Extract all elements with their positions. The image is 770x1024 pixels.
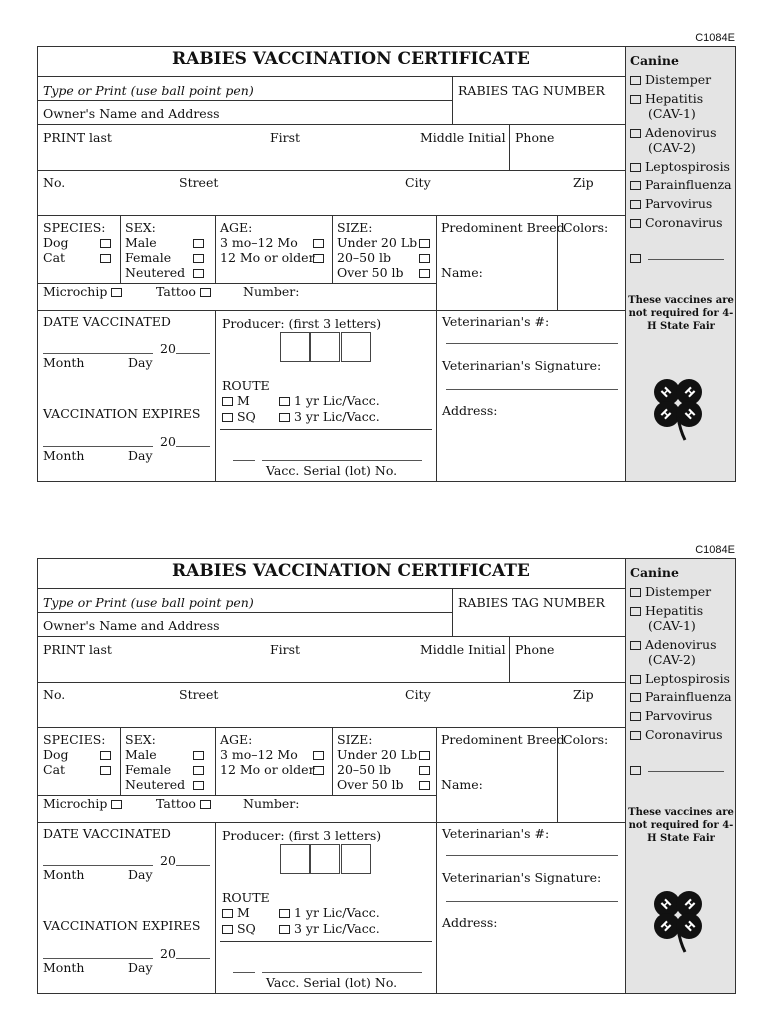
serial-label: Vacc. Serial (lot) No. [266, 463, 398, 478]
divider [37, 636, 626, 637]
rabies-tag-field[interactable] [453, 98, 623, 124]
microchip-label [43, 796, 122, 811]
form-title: RABIES VACCINATION CERTIFICATE [172, 561, 530, 581]
address-no-label: No. [43, 175, 66, 190]
rabies-tag-label: RABIES TAG NUMBER [458, 83, 605, 98]
vet-signature-line[interactable] [446, 389, 618, 390]
vaccine-other-checkbox[interactable] [630, 762, 641, 777]
divider [436, 727, 437, 994]
size-20-50-checkbox[interactable] [419, 762, 430, 777]
sex-male: Male [125, 235, 157, 250]
vet-number-label: Veterinarian's #: [442, 314, 550, 329]
colors-label: Colors: [563, 732, 609, 747]
date-vaccinated-line[interactable] [43, 865, 153, 866]
sex-neutered: Neutered [125, 777, 186, 792]
vaccine-distemper[interactable] [630, 584, 711, 599]
divider [37, 612, 452, 613]
phone-label: Phone [515, 130, 555, 145]
month-label: Month [43, 355, 85, 370]
day-label: Day [128, 867, 153, 882]
species-label: SPECIES: [43, 220, 106, 235]
producer-letter-3[interactable] [341, 844, 371, 874]
producer-label: Producer: (first 3 letters) [222, 316, 382, 331]
lic-3yr-text: 3 yr Lic/Vacc. [293, 921, 380, 936]
vaccine-text: Coronavirus [644, 215, 723, 230]
vaccine-text: Hepatitis [644, 91, 704, 106]
vaccine-parvovirus[interactable] [630, 196, 712, 211]
divider [120, 215, 121, 283]
first-name-label: First [270, 642, 301, 657]
owner-name-field[interactable] [40, 658, 505, 680]
owner-label: Owner's Name and Address [43, 618, 220, 633]
size-20-50: 20–50 lb [337, 762, 392, 777]
year-line[interactable] [176, 353, 210, 354]
divider [215, 822, 216, 994]
lic-3yr-text: 3 yr Lic/Vacc. [293, 409, 380, 424]
vaccine-text: Parainfluenza [644, 689, 732, 704]
year-prefix: 20 [160, 946, 176, 961]
4h-clover-logo-icon [645, 884, 715, 954]
year-prefix: 20 [160, 341, 176, 356]
day-label: Day [128, 448, 153, 463]
vaccine-other-checkbox[interactable] [630, 250, 641, 265]
vaccine-text: Adenovirus [644, 637, 717, 652]
phone-field[interactable] [512, 658, 622, 680]
street-label: Street [179, 687, 219, 702]
cat-checkbox[interactable] [100, 762, 111, 777]
form-code: C1084E [695, 544, 735, 556]
divider [332, 215, 333, 283]
producer-letter-1[interactable] [280, 332, 310, 362]
divider [436, 215, 437, 482]
year-line[interactable] [176, 958, 210, 959]
size-over-50: Over 50 lb [337, 265, 404, 280]
vaccine-text: Coronavirus [644, 727, 723, 742]
year-prefix: 20 [160, 853, 176, 868]
address-field[interactable] [40, 191, 620, 213]
city-label: City [405, 175, 431, 190]
route-m[interactable] [222, 905, 250, 920]
divider [37, 682, 626, 683]
address-no-label: No. [43, 687, 66, 702]
route-sq[interactable] [222, 921, 256, 936]
age-12mo-older: 12 Mo or older [220, 250, 315, 265]
vaccine-text: Hepatitis [644, 603, 704, 618]
species-label: SPECIES: [43, 732, 106, 747]
size-over-50-checkbox[interactable] [419, 777, 430, 792]
middle-initial-label: Middle Initial [420, 130, 506, 145]
vaccine-coronavirus[interactable] [630, 215, 723, 230]
pet-name-label: Name: [441, 777, 483, 792]
route-sq-text: SQ [236, 409, 256, 424]
microchip-text: Microchip [43, 796, 108, 811]
divider [37, 170, 626, 171]
svg-text:H: H [658, 384, 675, 401]
owner-label: Owner's Name and Address [43, 106, 220, 121]
size-under-20: Under 20 Lb [337, 235, 418, 250]
vaccine-note: These vaccines are not required for 4-H State Fair [628, 807, 734, 844]
vaccine-text: Distemper [644, 584, 712, 599]
vaccine-text: (CAV-2) [648, 652, 696, 667]
vaccine-text: Parvovirus [644, 196, 713, 211]
species-cat: Cat [43, 250, 66, 265]
middle-initial-label: Middle Initial [420, 642, 506, 657]
divider [37, 124, 626, 125]
vaccine-text: Leptospirosis [644, 671, 730, 686]
vaccine-text: (CAV-1) [648, 618, 696, 633]
sex-male: Male [125, 747, 157, 762]
sex-female: Female [125, 250, 172, 265]
vaccine-other-line[interactable] [648, 259, 724, 260]
serial-prefix-line[interactable] [233, 460, 255, 461]
number-label: Number: [243, 796, 300, 811]
divider [120, 727, 121, 795]
expiry-date-line[interactable] [43, 446, 153, 447]
owner-name-field[interactable] [40, 146, 505, 168]
year-line[interactable] [176, 865, 210, 866]
rabies-tag-field[interactable] [453, 610, 623, 636]
neutered-checkbox[interactable] [193, 777, 204, 792]
month-label: Month [43, 867, 85, 882]
sex-label: SEX: [125, 732, 156, 747]
svg-text:H: H [658, 896, 675, 913]
route-m-text: M [236, 393, 250, 408]
producer-letter-3[interactable] [341, 332, 371, 362]
male-checkbox[interactable] [193, 747, 204, 762]
colors-label: Colors: [563, 220, 609, 235]
route-m-text: M [236, 905, 250, 920]
cat-checkbox[interactable] [100, 250, 111, 265]
print-last-label: PRINT last [43, 130, 112, 145]
size-over-50-checkbox[interactable] [419, 265, 430, 280]
divider [37, 822, 626, 823]
number-label: Number: [243, 284, 300, 299]
lic-1yr-text: 1 yr Lic/Vacc. [293, 393, 380, 408]
route-sq-text: SQ [236, 921, 256, 936]
male-checkbox[interactable] [193, 235, 204, 250]
vaccine-text: Parvovirus [644, 708, 713, 723]
vet-number-line[interactable] [446, 343, 618, 344]
vaccine-distemper[interactable] [630, 72, 711, 87]
vaccine-hepatitis[interactable] [630, 603, 703, 618]
vaccination-expires-label: VACCINATION EXPIRES [43, 406, 201, 421]
vet-address-label: Address: [442, 403, 498, 418]
lic-3yr[interactable] [279, 409, 380, 424]
female-checkbox[interactable] [193, 250, 204, 265]
phone-field[interactable] [512, 146, 622, 168]
microchip-text: Microchip [43, 284, 108, 299]
size-over-50: Over 50 lb [337, 777, 404, 792]
size-under-20: Under 20 Lb [337, 747, 418, 762]
rabies-tag-label: RABIES TAG NUMBER [458, 595, 605, 610]
lic-1yr[interactable] [279, 905, 380, 920]
date-vaccinated-label: DATE VACCINATED [43, 314, 171, 329]
vet-signature-line[interactable] [446, 901, 618, 902]
vaccine-note: These vaccines are not required for 4-H State Fair [628, 295, 734, 332]
species-dog: Dog [43, 235, 69, 250]
city-label: City [405, 687, 431, 702]
zip-label: Zip [573, 687, 594, 702]
vaccine-adenovirus[interactable] [630, 637, 717, 652]
vaccine-text: Adenovirus [644, 125, 717, 140]
month-label: Month [43, 960, 85, 975]
size-under-20-checkbox[interactable] [419, 747, 430, 762]
divider [37, 310, 626, 311]
tattoo-label [156, 796, 211, 811]
form-title: RABIES VACCINATION CERTIFICATE [172, 49, 530, 69]
tattoo-text: Tattoo [156, 796, 196, 811]
divider [37, 100, 452, 101]
svg-text:H: H [682, 918, 699, 935]
producer-letter-2[interactable] [310, 332, 340, 362]
female-checkbox[interactable] [193, 762, 204, 777]
lic-3yr[interactable] [279, 921, 380, 936]
form-code: C1084E [695, 32, 735, 44]
age-label: AGE: [220, 732, 253, 747]
svg-text:H: H [681, 896, 698, 913]
vaccine-hepatitis[interactable] [630, 91, 703, 106]
size-under-20-checkbox[interactable] [419, 235, 430, 250]
month-label: Month [43, 448, 85, 463]
lic-1yr-text: 1 yr Lic/Vacc. [293, 905, 380, 920]
year-line[interactable] [176, 446, 210, 447]
day-label: Day [128, 355, 153, 370]
vaccine-text: Distemper [644, 72, 712, 87]
divider [509, 636, 510, 682]
divider [332, 727, 333, 795]
pet-name-label: Name: [441, 265, 483, 280]
address-field[interactable] [40, 703, 620, 725]
lic-1yr[interactable] [279, 393, 380, 408]
year-prefix: 20 [160, 434, 176, 449]
print-last-label: PRINT last [43, 642, 112, 657]
age-3mo-checkbox[interactable] [313, 235, 324, 250]
date-vaccinated-label: DATE VACCINATED [43, 826, 171, 841]
serial-line[interactable] [262, 460, 422, 461]
divider [37, 588, 626, 589]
sex-female: Female [125, 762, 172, 777]
vet-number-line[interactable] [446, 855, 618, 856]
size-label: SIZE: [337, 220, 373, 235]
vaccine-parainfluenza[interactable] [630, 689, 732, 704]
divider [215, 727, 216, 795]
4h-clover-logo-icon [645, 372, 715, 442]
breed-label: Predominent Breed [441, 732, 565, 747]
vaccine-coronavirus[interactable] [630, 727, 723, 742]
tattoo-checkbox[interactable] [200, 288, 211, 297]
route-sq[interactable] [222, 409, 256, 424]
rabies-certificate [0, 512, 770, 1024]
svg-text:H: H [681, 384, 698, 401]
dog-checkbox[interactable] [100, 747, 111, 762]
age-12mo-checkbox[interactable] [313, 762, 324, 777]
vaccine-parvovirus[interactable] [630, 708, 712, 723]
vaccine-text: Parainfluenza [644, 177, 732, 192]
expiry-date-line[interactable] [43, 958, 153, 959]
size-label: SIZE: [337, 732, 373, 747]
divider [215, 310, 216, 482]
age-12mo-checkbox[interactable] [313, 250, 324, 265]
producer-letter-2[interactable] [310, 844, 340, 874]
divider [509, 124, 510, 170]
vet-signature-label: Veterinarian's Signature: [442, 870, 602, 885]
vaccine-text: Leptospirosis [644, 159, 730, 174]
microchip-label [43, 284, 122, 299]
breed-label: Predominent Breed [441, 220, 565, 235]
divider [215, 215, 216, 283]
zip-label: Zip [573, 175, 594, 190]
vaccine-leptospirosis[interactable] [630, 671, 730, 686]
age-label: AGE: [220, 220, 253, 235]
instruction: Type or Print (use ball point pen) [43, 595, 254, 610]
canine-heading: Canine [630, 53, 679, 68]
producer-label: Producer: (first 3 letters) [222, 828, 382, 843]
microchip-checkbox[interactable] [111, 800, 122, 809]
vaccine-leptospirosis[interactable] [630, 159, 730, 174]
size-20-50-checkbox[interactable] [419, 250, 430, 265]
phone-label: Phone [515, 642, 555, 657]
divider [220, 941, 432, 942]
age-3mo-12mo: 3 mo–12 Mo [220, 235, 298, 250]
tattoo-label [156, 284, 211, 299]
svg-text:H: H [657, 406, 674, 423]
vet-number-label: Veterinarian's #: [442, 826, 550, 841]
serial-label: Vacc. Serial (lot) No. [266, 975, 398, 990]
dog-checkbox[interactable] [100, 235, 111, 250]
vaccine-other-line[interactable] [648, 771, 724, 772]
serial-prefix-line[interactable] [233, 972, 255, 973]
size-20-50: 20–50 lb [337, 250, 392, 265]
route-m[interactable] [222, 393, 250, 408]
day-label: Day [128, 960, 153, 975]
svg-text:H: H [657, 918, 674, 935]
vaccine-parainfluenza[interactable] [630, 177, 732, 192]
vet-signature-label: Veterinarian's Signature: [442, 358, 602, 373]
sex-neutered: Neutered [125, 265, 186, 280]
age-3mo-checkbox[interactable] [313, 747, 324, 762]
instruction: Type or Print (use ball point pen) [43, 83, 254, 98]
serial-line[interactable] [262, 972, 422, 973]
vet-address-label: Address: [442, 915, 498, 930]
neutered-checkbox[interactable] [193, 265, 204, 280]
divider [37, 76, 626, 77]
tattoo-text: Tattoo [156, 284, 196, 299]
age-3mo-12mo: 3 mo–12 Mo [220, 747, 298, 762]
vaccine-text: (CAV-1) [648, 106, 696, 121]
route-label: ROUTE [222, 890, 270, 905]
route-label: ROUTE [222, 378, 270, 393]
species-dog: Dog [43, 747, 69, 762]
street-label: Street [179, 175, 219, 190]
sex-label: SEX: [125, 220, 156, 235]
date-vaccinated-line[interactable] [43, 353, 153, 354]
microchip-checkbox[interactable] [111, 288, 122, 297]
divider [220, 429, 432, 430]
svg-text:H: H [682, 406, 699, 423]
first-name-label: First [270, 130, 301, 145]
tattoo-checkbox[interactable] [200, 800, 211, 809]
species-cat: Cat [43, 762, 66, 777]
producer-letter-1[interactable] [280, 844, 310, 874]
vaccine-adenovirus[interactable] [630, 125, 717, 140]
vaccine-text: (CAV-2) [648, 140, 696, 155]
vaccination-expires-label: VACCINATION EXPIRES [43, 918, 201, 933]
age-12mo-older: 12 Mo or older [220, 762, 315, 777]
canine-heading: Canine [630, 565, 679, 580]
